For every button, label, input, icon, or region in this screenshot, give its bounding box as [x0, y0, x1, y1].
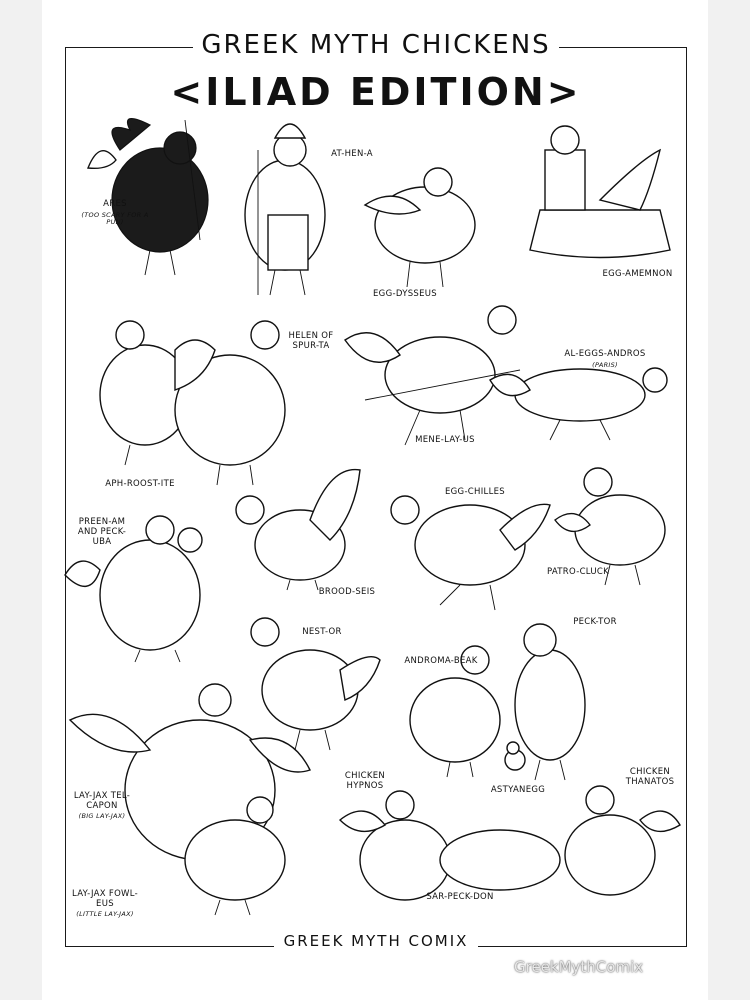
label-athena: AT-HEN-A [331, 149, 373, 159]
label-menelayus: MENE-LAY-US [415, 435, 475, 445]
menelayus-chicken-illustration [345, 306, 520, 445]
poster-footer: GREEK MYTH COMIX [65, 932, 687, 950]
athena-chicken-illustration [245, 124, 325, 295]
nestor-chicken-illustration [251, 618, 380, 750]
label-nestor: NEST-OR [302, 627, 342, 637]
label-eggdysseus: EGG-DYSSEUS [373, 289, 437, 299]
label-layjax-telcapon: LAY-JAX TEL-CAPON (BIG LAY-JAX) [73, 790, 131, 821]
label-sarpeckdon: SAR-PECK-DON [426, 892, 494, 902]
poster-title: GREEK MYTH CHICKENS [65, 30, 687, 60]
aleggsandros-chicken-illustration [490, 368, 667, 440]
watermark: GreekMythComix [514, 958, 644, 976]
label-broodseis: BROOD-SEIS [318, 587, 376, 597]
label-pecktor: PECK-TOR [573, 617, 617, 627]
label-preenam-peckuba: PREEN-AM AND PECK-UBA [77, 517, 127, 547]
eggchilles-chicken-illustration [391, 496, 550, 610]
label-astyanegg: ASTYANEGG [490, 785, 546, 795]
label-aphroostite: APH-ROOST-ITE [105, 479, 175, 489]
label-andromabeak: ANDROMA-BEAK [404, 656, 478, 666]
label-helen: HELEN OF SPUR-TA [288, 330, 334, 351]
label-eggchilles: EGG-CHILLES [445, 487, 505, 497]
eggdysseus-chicken-illustration [365, 168, 475, 287]
poster-subtitle: <ILIAD EDITION> [170, 70, 582, 114]
label-patrocluck: PATRO-CLUCK [546, 567, 610, 577]
label-layjax-fowleus: LAY-JAX FOWL-EUS (LITTLE LAY-JAX) [71, 888, 139, 919]
hypnos-sarpeckdon-thanatos-illustration [340, 786, 680, 900]
label-chicken-thanatos: CHICKEN THANATOS [625, 767, 675, 787]
eggamemnon-chicken-illustration [530, 126, 670, 258]
label-eggamemnon: EGG-AMEMNON [602, 269, 673, 279]
aphroostite-helen-illustration [100, 321, 285, 485]
andromabeak-pecktor-illustration [410, 624, 585, 780]
broodseis-chicken-illustration [236, 470, 360, 590]
label-aleggsandros: AL-EGGS-ANDROS (PARIS) [564, 348, 646, 369]
label-ares: ARES (TOO SCARY FOR A PUN) [81, 198, 149, 226]
label-chicken-hypnos: CHICKEN HYPNOS [344, 771, 386, 791]
